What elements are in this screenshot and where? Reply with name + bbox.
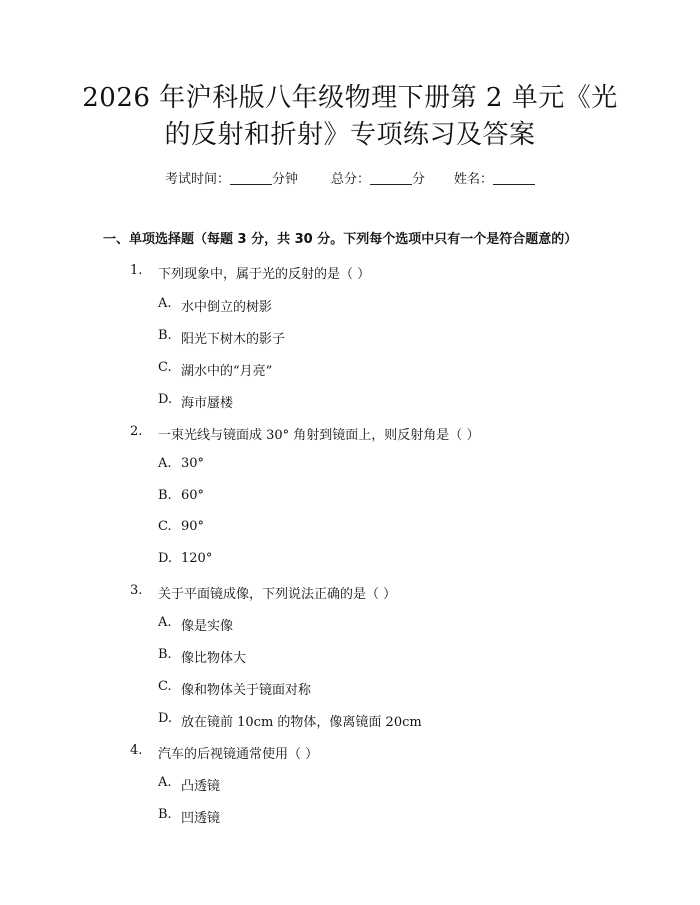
exam-time-label: 考试时间： — [165, 172, 231, 187]
question-text: 关于平面镜成像，下列说法正确的是（ ） — [158, 587, 397, 602]
option-text: 60° — [181, 488, 205, 503]
option-text: 30° — [181, 456, 205, 471]
exam-time-field — [165, 168, 298, 187]
title-line-2: 的反射和折射》专项练习及答案 — [164, 120, 536, 150]
option-letter: A. — [158, 775, 172, 790]
exam-time-unit: 分钟 — [272, 172, 299, 187]
option-letter: B. — [158, 488, 172, 503]
total-score-label: 总分： — [331, 172, 371, 187]
option-text: 像和物体关于镜面对称 — [181, 683, 312, 698]
option-text: 海市蜃楼 — [181, 396, 234, 411]
exam-time-blank — [230, 171, 272, 185]
question-number: 2. — [130, 424, 143, 439]
option-letter: C. — [158, 360, 172, 375]
total-score-unit: 分 — [412, 172, 426, 187]
total-score-field — [331, 168, 425, 187]
option-text: 像是实像 — [181, 619, 234, 634]
option-letter: D. — [158, 392, 173, 407]
option-letter: A. — [158, 456, 172, 471]
option-text: 120° — [181, 551, 213, 566]
option-letter: C. — [158, 679, 172, 694]
title-line-1: 2026 年沪科版八年级物理下册第 2 单元《光 — [82, 83, 618, 113]
question-text: 一束光线与镜面成 30° 角射到镜面上，则反射角是（ ） — [158, 428, 480, 443]
option-text: 阳光下树木的影子 — [181, 332, 286, 347]
option-letter: B. — [158, 807, 172, 822]
question-text: 汽车的后视镜通常使用（ ） — [158, 747, 319, 762]
student-name-blank — [493, 171, 535, 185]
question-number: 1. — [130, 263, 143, 278]
student-name-field — [454, 168, 535, 187]
option-text: 湖水中的“月亮” — [181, 364, 273, 379]
option-letter: D. — [158, 551, 173, 566]
option-text: 水中倒立的树影 — [181, 300, 273, 315]
student-name-label: 姓名： — [454, 172, 494, 187]
document-title — [60, 80, 640, 154]
option-letter: D. — [158, 711, 173, 726]
section-header: 一、单项选择题（每题 3 分，共 30 分。下列每个选项中只有一个是符合题意的） — [103, 232, 578, 247]
option-text: 凸透镜 — [181, 779, 221, 794]
option-letter: B. — [158, 328, 172, 343]
option-text: 凹透镜 — [181, 811, 221, 826]
option-letter: A. — [158, 615, 172, 630]
option-letter: A. — [158, 296, 172, 311]
option-letter: C. — [158, 519, 172, 534]
question-text: 下列现象中，属于光的反射的是（ ） — [158, 267, 371, 282]
option-letter: B. — [158, 647, 172, 662]
total-score-blank — [370, 171, 412, 185]
question-number: 4. — [130, 743, 143, 758]
question-number: 3. — [130, 583, 143, 598]
option-text: 放在镜前 10cm 的物体，像离镜面 20cm — [181, 715, 422, 730]
option-text: 90° — [181, 519, 205, 534]
option-text: 像比物体大 — [181, 651, 247, 666]
